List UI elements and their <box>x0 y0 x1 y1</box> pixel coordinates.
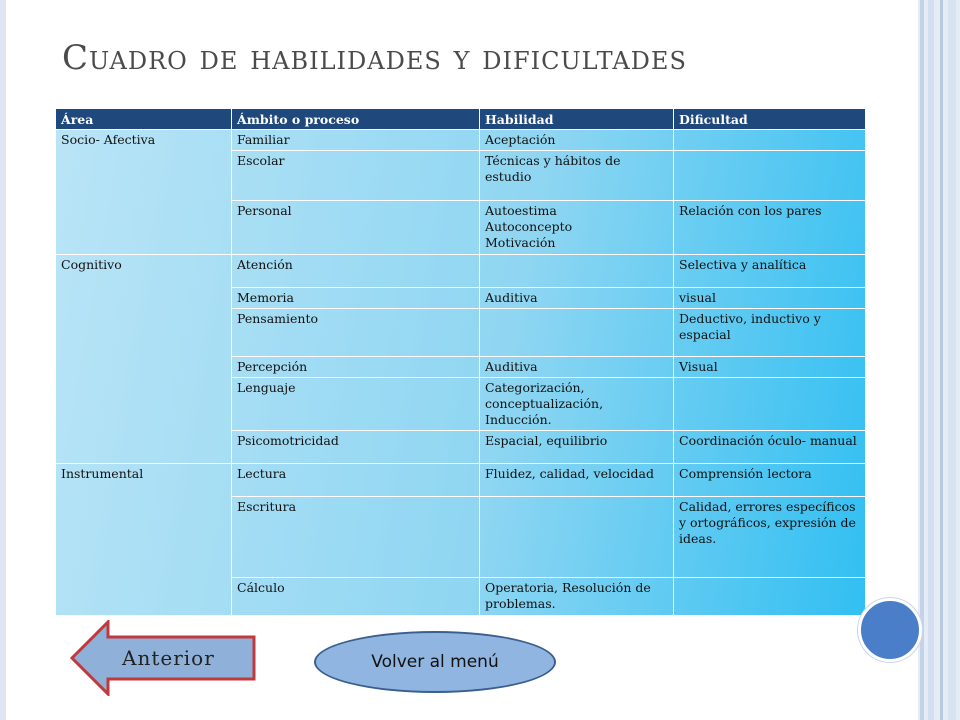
habilidad-cell: Operatoria, Resolución de problemas. <box>480 578 674 616</box>
habilidad-cell: Fluidez, calidad, velocidad <box>480 464 674 497</box>
table-row <box>56 464 866 497</box>
main-menu-button[interactable] <box>314 631 556 693</box>
main-menu-button-label: Volver al menú <box>371 652 499 672</box>
dificultad-cell <box>674 578 866 616</box>
habilidad-cell: Auditiva <box>480 288 674 309</box>
area-cell: Cognitivo <box>56 255 232 464</box>
slide-title: Cuadro de habilidades y dificultades <box>62 38 687 78</box>
ambito-cell: Lectura <box>232 464 480 497</box>
ambito-cell: Cálculo <box>232 578 480 616</box>
habilidad-cell: Aceptación <box>480 130 674 151</box>
dificultad-cell <box>674 151 866 201</box>
ambito-cell: Percepción <box>232 357 480 378</box>
dificultad-cell: Selectiva y analítica <box>674 255 866 288</box>
area-cell: Instrumental <box>56 464 232 616</box>
dificultad-cell <box>674 130 866 151</box>
header-dificultad: Dificultad <box>674 109 866 130</box>
dificultad-cell: visual <box>674 288 866 309</box>
table-header-row <box>56 109 866 130</box>
header-area: Área <box>56 109 232 130</box>
table-row <box>56 130 866 151</box>
ambito-cell: Personal <box>232 201 480 255</box>
dificultad-cell: Coordinación óculo- manual <box>674 431 866 464</box>
decorative-circle <box>858 598 922 662</box>
ambito-cell: Psicomotricidad <box>232 431 480 464</box>
ambito-cell: Atención <box>232 255 480 288</box>
habilidad-cell <box>480 255 674 288</box>
back-button[interactable] <box>70 620 256 696</box>
habilidad-cell <box>480 497 674 578</box>
habilidad-cell: Auditiva <box>480 357 674 378</box>
dificultad-cell <box>674 378 866 431</box>
back-button-label: Anterior <box>122 646 215 670</box>
habilidad-cell: Espacial, equilibrio <box>480 431 674 464</box>
table-row <box>56 255 866 288</box>
header-ambito: Ámbito o proceso <box>232 109 480 130</box>
dificultad-cell: Relación con los pares <box>674 201 866 255</box>
ambito-cell: Pensamiento <box>232 309 480 357</box>
skills-table <box>55 108 865 616</box>
habilidad-cell: Técnicas y hábitos de estudio <box>480 151 674 201</box>
right-frame-decoration <box>918 0 960 720</box>
dificultad-cell: Visual <box>674 357 866 378</box>
habilidad-cell: Autoestima Autoconcepto Motivación <box>480 201 674 255</box>
ambito-cell: Escritura <box>232 497 480 578</box>
header-habilidad: Habilidad <box>480 109 674 130</box>
ambito-cell: Familiar <box>232 130 480 151</box>
ambito-cell: Lenguaje <box>232 378 480 431</box>
dificultad-cell: Calidad, errores específicos y ortográficos, expresión de ideas. <box>674 497 866 578</box>
dificultad-cell: Comprensión lectora <box>674 464 866 497</box>
dificultad-cell: Deductivo, inductivo y espacial <box>674 309 866 357</box>
left-frame-border <box>0 0 6 720</box>
habilidad-cell <box>480 309 674 357</box>
ambito-cell: Escolar <box>232 151 480 201</box>
area-cell: Socio- Afectiva <box>56 130 232 255</box>
habilidad-cell: Categorización, conceptualización, Inducción. <box>480 378 674 431</box>
ambito-cell: Memoria <box>232 288 480 309</box>
